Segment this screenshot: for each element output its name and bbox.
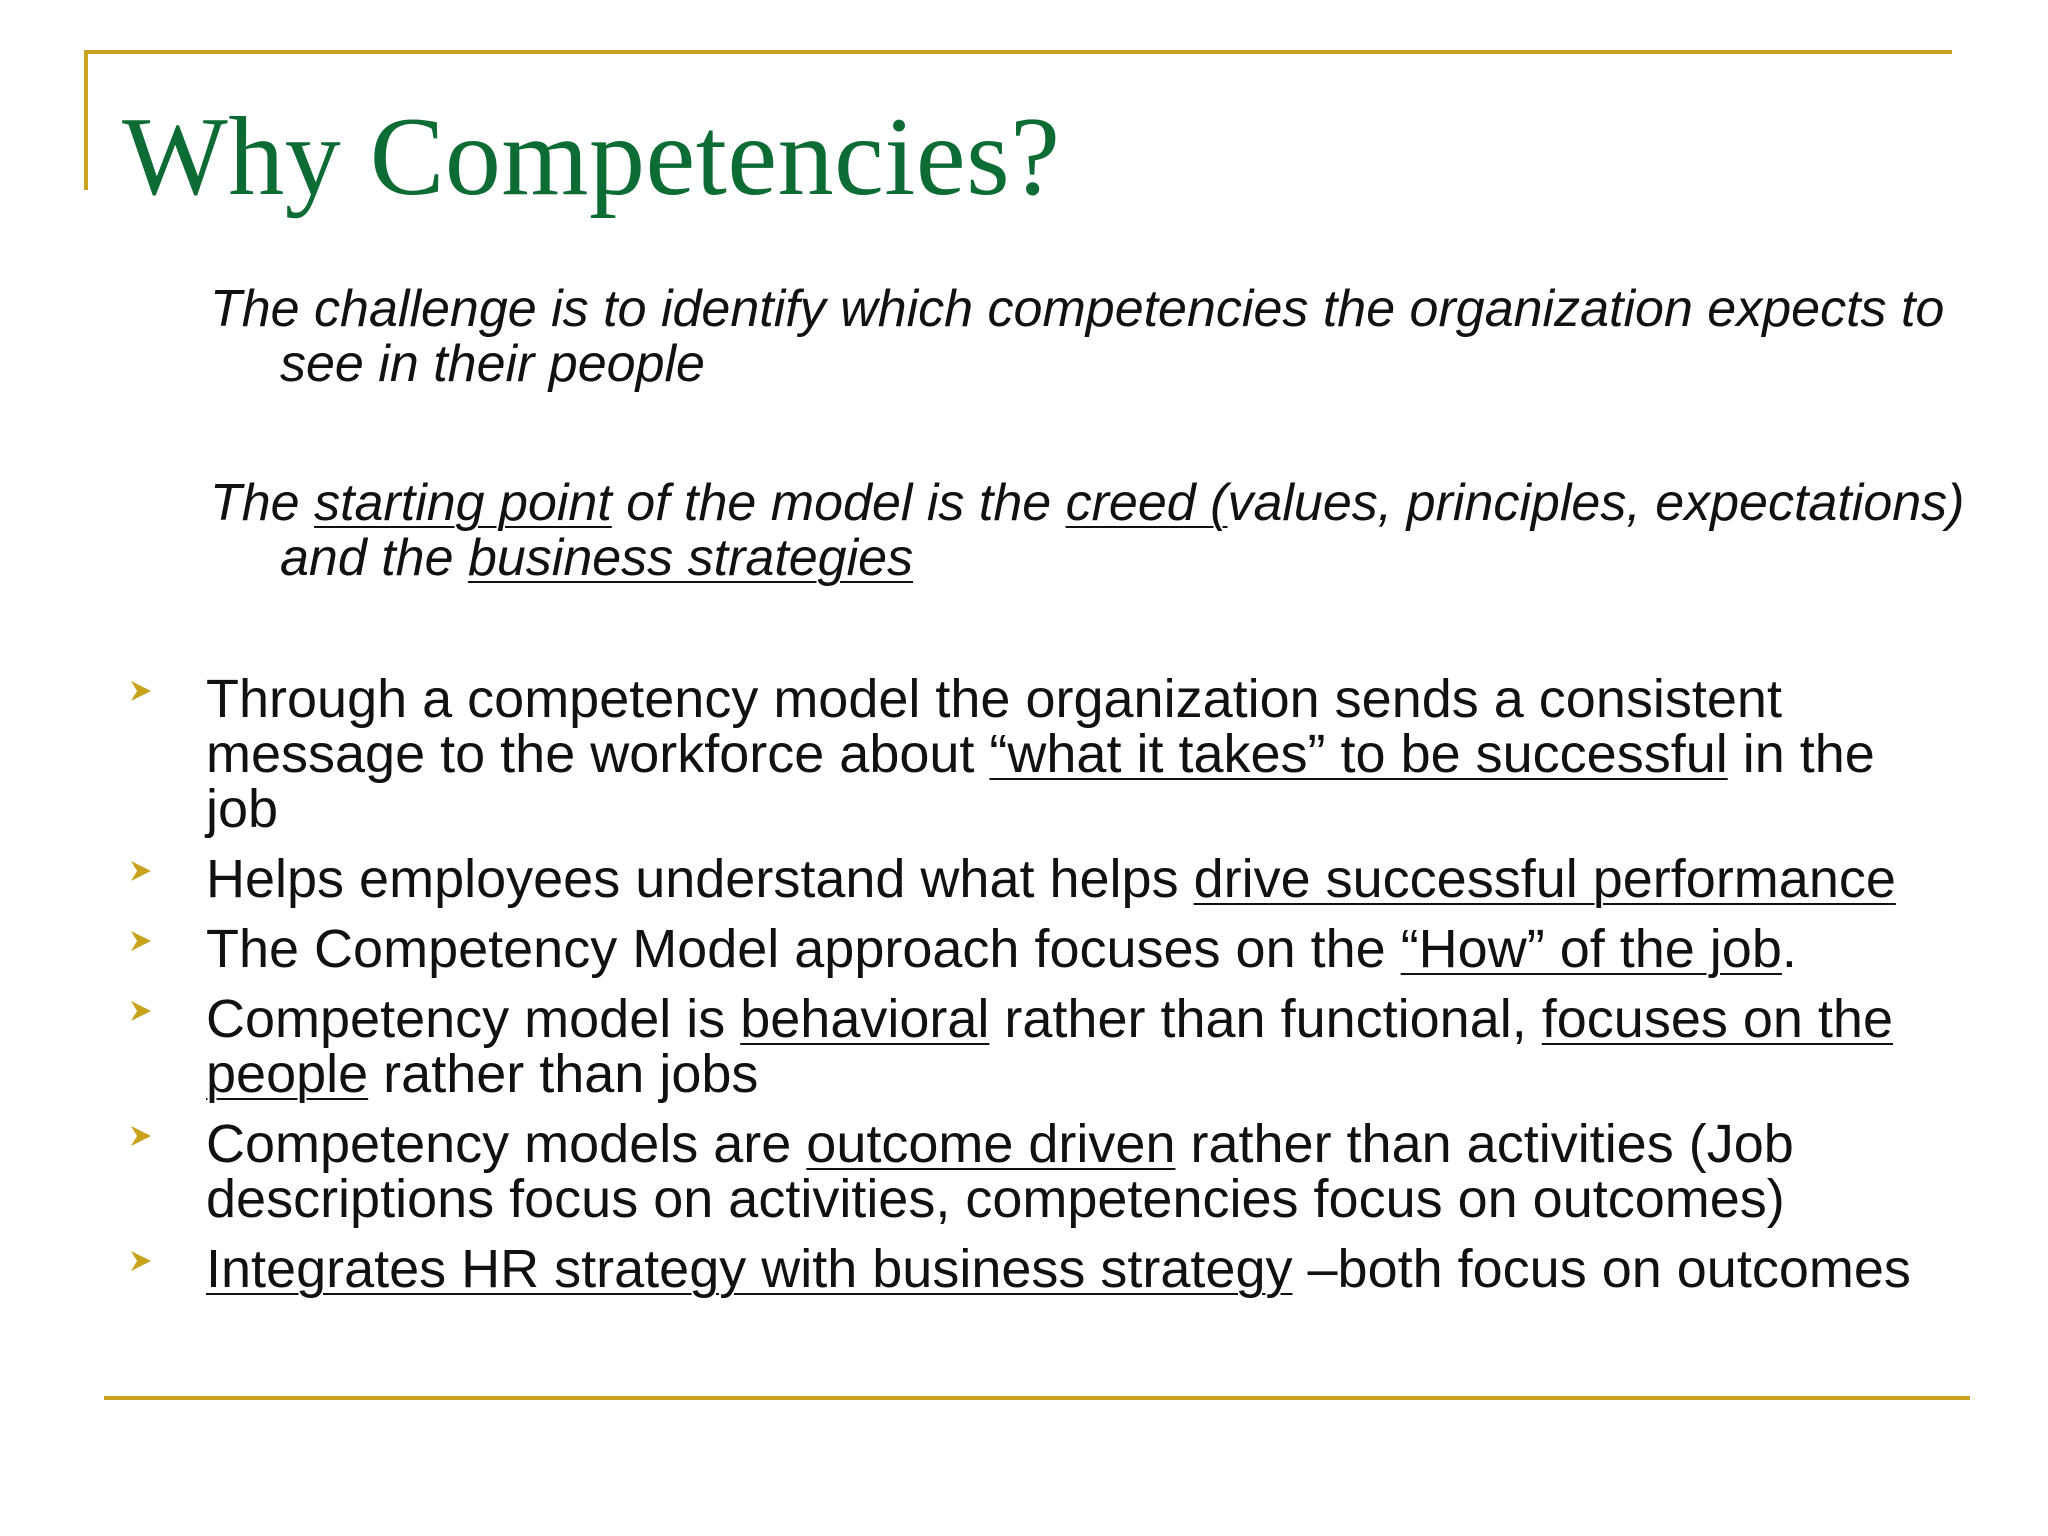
bullet-item [124, 919, 1944, 979]
arrow-bullet-icon [130, 860, 152, 882]
intro-underlined-segment: starting point [314, 474, 612, 532]
bullet-segment: Competency models are [206, 1114, 807, 1174]
bullet-underlined-segment: “what it takes” to be successful [989, 724, 1728, 784]
bullet-segment: Competency model is [206, 989, 741, 1049]
intro-segment: of the model is the [611, 474, 1066, 532]
intro-paragraph-challenge [210, 282, 2000, 392]
bullet-underlined-segment: Integrates HR strategy with business strategy [206, 1239, 1293, 1299]
intro-underlined-segment: business strategies [467, 529, 914, 587]
bullet-segment: in the job [206, 724, 1875, 839]
bullet-underlined-segment: focuses on the people [206, 989, 1893, 1104]
top-rule [84, 50, 1952, 54]
bullet-underlined-segment: drive successful performance [1193, 849, 1896, 909]
bullet-segment: . [1781, 919, 1797, 979]
bullet-item [124, 989, 1944, 1104]
bullet-segment: The Competency Model approach focuses on the [206, 919, 1401, 979]
bullet-segment: Helps employees understand what helps [206, 849, 1194, 909]
arrow-bullet-icon [130, 680, 152, 702]
bullet-underlined-segment: behavioral [740, 989, 990, 1049]
bullet-list [124, 669, 1944, 1312]
arrow-bullet-icon [130, 930, 152, 952]
arrow-bullet-icon [130, 1250, 152, 1272]
bottom-rule [104, 1396, 1970, 1400]
intro-segment: The challenge is to identify which competencies the organization expects to see in their people [210, 280, 1945, 393]
left-rule [84, 50, 88, 190]
bullet-underlined-segment: “How” of the job [1400, 919, 1782, 979]
intro-paragraph-starting-point [210, 476, 2000, 586]
bullet-segment: rather than functional, [989, 989, 1542, 1049]
bullet-item [124, 849, 1944, 909]
bullet-segment: Through a competency model the organization sends a consistent message to the workforce about [206, 669, 1782, 784]
bullet-segment: –both focus on outcomes [1292, 1239, 1911, 1299]
bullet-segment: rather than jobs [368, 1044, 759, 1104]
intro-segment: values, principles, expectations) and the [280, 474, 1965, 587]
bullet-item [124, 669, 1944, 839]
bullet-underlined-segment: outcome driven [806, 1114, 1176, 1174]
bullet-segment: rather than activities (Job descriptions focus on activities, competencies focus on outcomes) [206, 1114, 1794, 1229]
bullet-item [124, 1114, 1944, 1229]
bullet-item [124, 1239, 1944, 1299]
arrow-bullet-icon [130, 1125, 152, 1147]
intro-underlined-segment: creed ( [1065, 474, 1228, 532]
slide-title: Why Competencies? [122, 95, 1061, 219]
arrow-bullet-icon [130, 1000, 152, 1022]
intro-segment: The [210, 474, 315, 532]
